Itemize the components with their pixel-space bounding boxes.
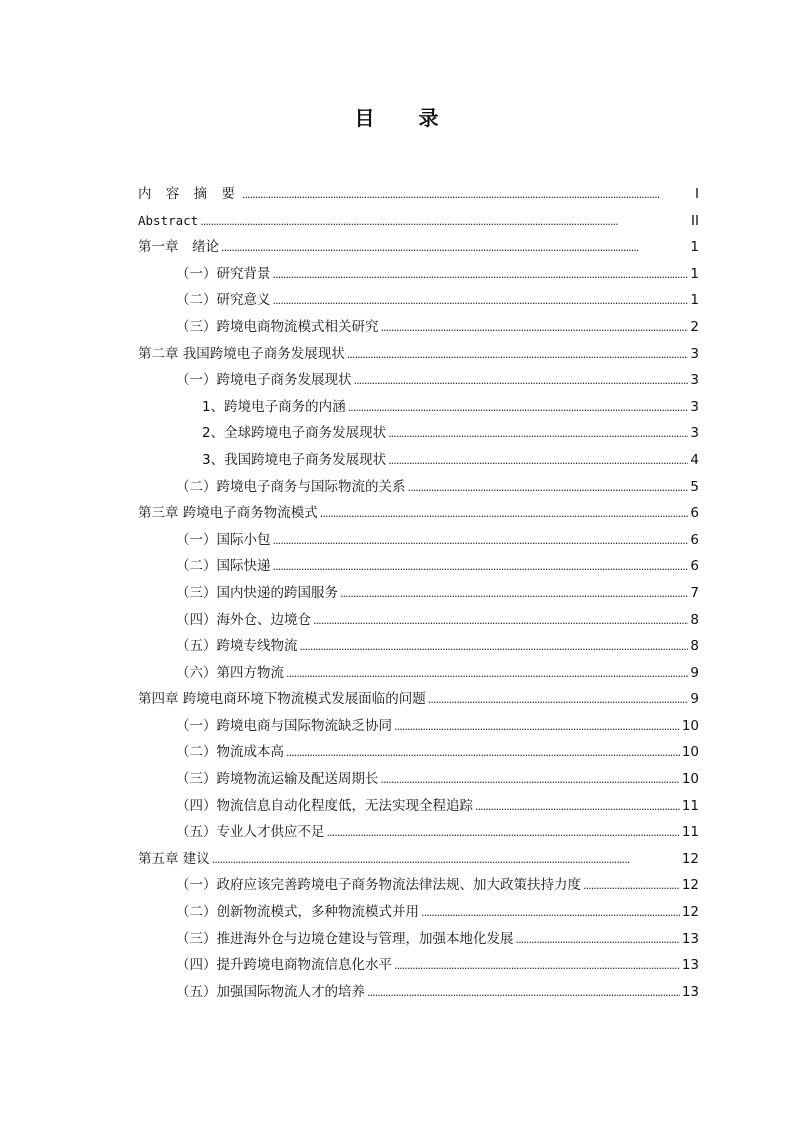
toc-entry-page-number: II	[691, 212, 699, 229]
toc-entry[interactable]	[138, 686, 699, 713]
page-title	[0, 102, 793, 131]
toc-entry-page-number: 13	[681, 983, 699, 1000]
toc-entry-label: （一）跨境电子商务发展现状	[176, 372, 352, 389]
toc-entry-page-number: 6	[690, 558, 699, 575]
dot-leader	[354, 367, 689, 395]
dot-leader	[273, 287, 689, 315]
toc-entry-page-number: 5	[690, 478, 699, 495]
toc-entry-label: 第五章 建议	[138, 850, 210, 867]
dot-leader	[327, 819, 680, 847]
toc-entry-page-number: 7	[690, 584, 699, 601]
toc-entry[interactable]	[138, 660, 699, 687]
toc-entry-label: （一）研究背景	[176, 265, 271, 282]
toc-entry[interactable]	[138, 713, 699, 740]
title-char-2: 录	[418, 106, 439, 130]
dot-leader	[340, 580, 688, 608]
toc-entry-label: （三）推进海外仓与边境仓建设与管理，加强本地化发展	[176, 930, 514, 947]
toc-entry[interactable]	[138, 394, 699, 421]
toc-entry-page-number: I	[695, 186, 699, 202]
toc-entry[interactable]	[138, 899, 699, 926]
toc-entry-page-number: 11	[681, 824, 699, 841]
dot-leader	[388, 447, 688, 475]
table-of-contents	[138, 181, 699, 1005]
toc-entry[interactable]	[138, 739, 699, 766]
toc-entry-page-number: 1	[690, 239, 699, 256]
dot-leader	[408, 474, 689, 502]
toc-entry-page-number: 3	[690, 425, 699, 442]
dot-leader	[273, 527, 689, 555]
toc-entry-page-number: 3	[690, 372, 699, 389]
toc-entry-label: （五）跨境专线物流	[176, 638, 298, 655]
toc-entry[interactable]	[138, 420, 699, 447]
dot-leader	[421, 899, 680, 927]
dot-leader	[212, 846, 680, 874]
toc-entry-label: （五）专业人才供应不足	[176, 824, 325, 841]
dot-leader	[300, 633, 689, 661]
toc-entry-page-number: 13	[681, 957, 699, 974]
toc-entry-label: （四）物流信息自动化程度低，无法实现全程追踪	[176, 797, 473, 814]
toc-entry-page-number: 8	[690, 638, 699, 655]
toc-entry[interactable]	[138, 979, 699, 1006]
toc-entry-label: （一）跨境电商与国际物流缺乏协同	[176, 717, 392, 734]
dot-leader	[475, 793, 680, 821]
toc-entry-label: 第四章 跨境电商环境下物流模式发展面临的问题	[138, 691, 426, 708]
toc-entry-label: （二）跨境电子商务与国际物流的关系	[176, 478, 406, 495]
toc-entry[interactable]	[138, 208, 699, 235]
toc-entry-label: （二）国际快递	[176, 558, 271, 575]
toc-entry[interactable]	[138, 793, 699, 820]
toc-entry-page-number: 6	[690, 531, 699, 548]
toc-entry[interactable]	[138, 633, 699, 660]
toc-entry-page-number: 12	[681, 877, 699, 894]
toc-entry-page-number: 3	[690, 398, 699, 415]
toc-entry[interactable]	[138, 607, 699, 634]
toc-entry[interactable]	[138, 261, 699, 288]
dot-leader	[367, 979, 680, 1007]
toc-entry-label: 3、我国跨境电子商务发展现状	[202, 451, 387, 468]
toc-entry-label: （三）跨境物流运输及配送周期长	[176, 771, 379, 788]
dot-leader	[200, 208, 689, 236]
toc-entry-page-number: 6	[690, 505, 699, 522]
toc-entry-label: （三）跨境电商物流模式相关研究	[176, 318, 379, 335]
toc-entry[interactable]	[138, 500, 699, 527]
toc-entry[interactable]	[138, 580, 699, 607]
toc-entry[interactable]	[138, 819, 699, 846]
toc-entry[interactable]	[138, 872, 699, 899]
dot-leader	[286, 660, 688, 688]
toc-entry[interactable]	[138, 367, 699, 394]
dot-leader	[381, 766, 680, 794]
toc-entry-label: （六）第四方物流	[176, 664, 284, 681]
toc-entry-label: （四）提升跨境电商物流信息化水平	[176, 957, 392, 974]
toc-entry[interactable]	[138, 952, 699, 979]
title-char-1: 目	[354, 106, 375, 130]
toc-entry-page-number: 11	[681, 797, 699, 814]
toc-entry-label: （二）研究意义	[176, 292, 271, 309]
toc-entry[interactable]	[138, 846, 699, 873]
toc-entry-label: 2、全球跨境电子商务发展现状	[202, 425, 387, 442]
toc-entry[interactable]	[138, 553, 699, 580]
toc-entry-label: （二）物流成本高	[176, 744, 284, 761]
toc-entry-label: 第三章 跨境电子商务物流模式	[138, 505, 318, 522]
toc-entry[interactable]	[138, 766, 699, 793]
dot-leader	[516, 926, 680, 954]
toc-entry-page-number: 9	[690, 664, 699, 681]
toc-entry-label: 1、跨境电子商务的内涵	[202, 398, 346, 415]
dot-leader	[313, 607, 688, 635]
toc-entry-label: 第一章 绪论	[138, 239, 219, 256]
dot-leader	[428, 686, 689, 714]
toc-entry[interactable]	[138, 926, 699, 953]
dot-leader	[347, 341, 689, 369]
toc-entry[interactable]	[138, 287, 699, 314]
dot-leader	[221, 234, 688, 262]
toc-entry-page-number: 2	[690, 318, 699, 335]
dot-leader	[388, 420, 688, 448]
toc-entry-page-number: 1	[690, 265, 699, 282]
toc-entry-label: 第二章 我国跨境电子商务发展现状	[138, 345, 345, 362]
toc-entry-page-number: 10	[681, 744, 699, 761]
toc-entry[interactable]	[138, 527, 699, 554]
toc-entry-page-number: 12	[681, 904, 699, 921]
toc-entry[interactable]	[138, 314, 699, 341]
toc-entry-label: （五）加强国际物流人才的培养	[176, 983, 365, 1000]
toc-entry-label: （四）海外仓、边境仓	[176, 611, 311, 628]
toc-entry-page-number: 3	[690, 345, 699, 362]
toc-entry-label: 内 容 摘 要	[138, 186, 240, 202]
toc-entry[interactable]	[138, 181, 699, 208]
toc-entry[interactable]	[138, 341, 699, 368]
toc-entry-page-number: 13	[681, 930, 699, 947]
dot-leader	[583, 872, 680, 900]
dot-leader	[273, 261, 689, 289]
toc-entry-page-number: 12	[681, 850, 699, 867]
dot-leader	[394, 713, 680, 741]
dot-leader	[286, 739, 680, 767]
dot-leader	[242, 181, 693, 209]
dot-leader	[273, 553, 689, 581]
toc-entry-page-number: 8	[690, 611, 699, 628]
toc-entry-label: （一）政府应该完善跨境电子商务物流法律法规、加大政策扶持力度	[176, 877, 581, 894]
dot-leader	[394, 952, 680, 980]
toc-entry-label: （二）创新物流模式，多种物流模式并用	[176, 904, 419, 921]
toc-entry-page-number: 9	[690, 691, 699, 708]
toc-entry-label: Abstract	[138, 212, 199, 228]
dot-leader	[348, 394, 689, 422]
toc-entry[interactable]	[138, 474, 699, 501]
toc-entry[interactable]	[138, 234, 699, 261]
toc-entry[interactable]	[138, 447, 699, 474]
dot-leader	[320, 500, 689, 528]
dot-leader	[381, 314, 689, 342]
toc-entry-page-number: 4	[690, 451, 699, 468]
toc-entry-label: （三）国内快递的跨国服务	[176, 584, 338, 601]
toc-entry-page-number: 1	[690, 292, 699, 309]
toc-entry-page-number: 10	[681, 771, 699, 788]
toc-entry-label: （一）国际小包	[176, 531, 271, 548]
toc-entry-page-number: 10	[681, 717, 699, 734]
